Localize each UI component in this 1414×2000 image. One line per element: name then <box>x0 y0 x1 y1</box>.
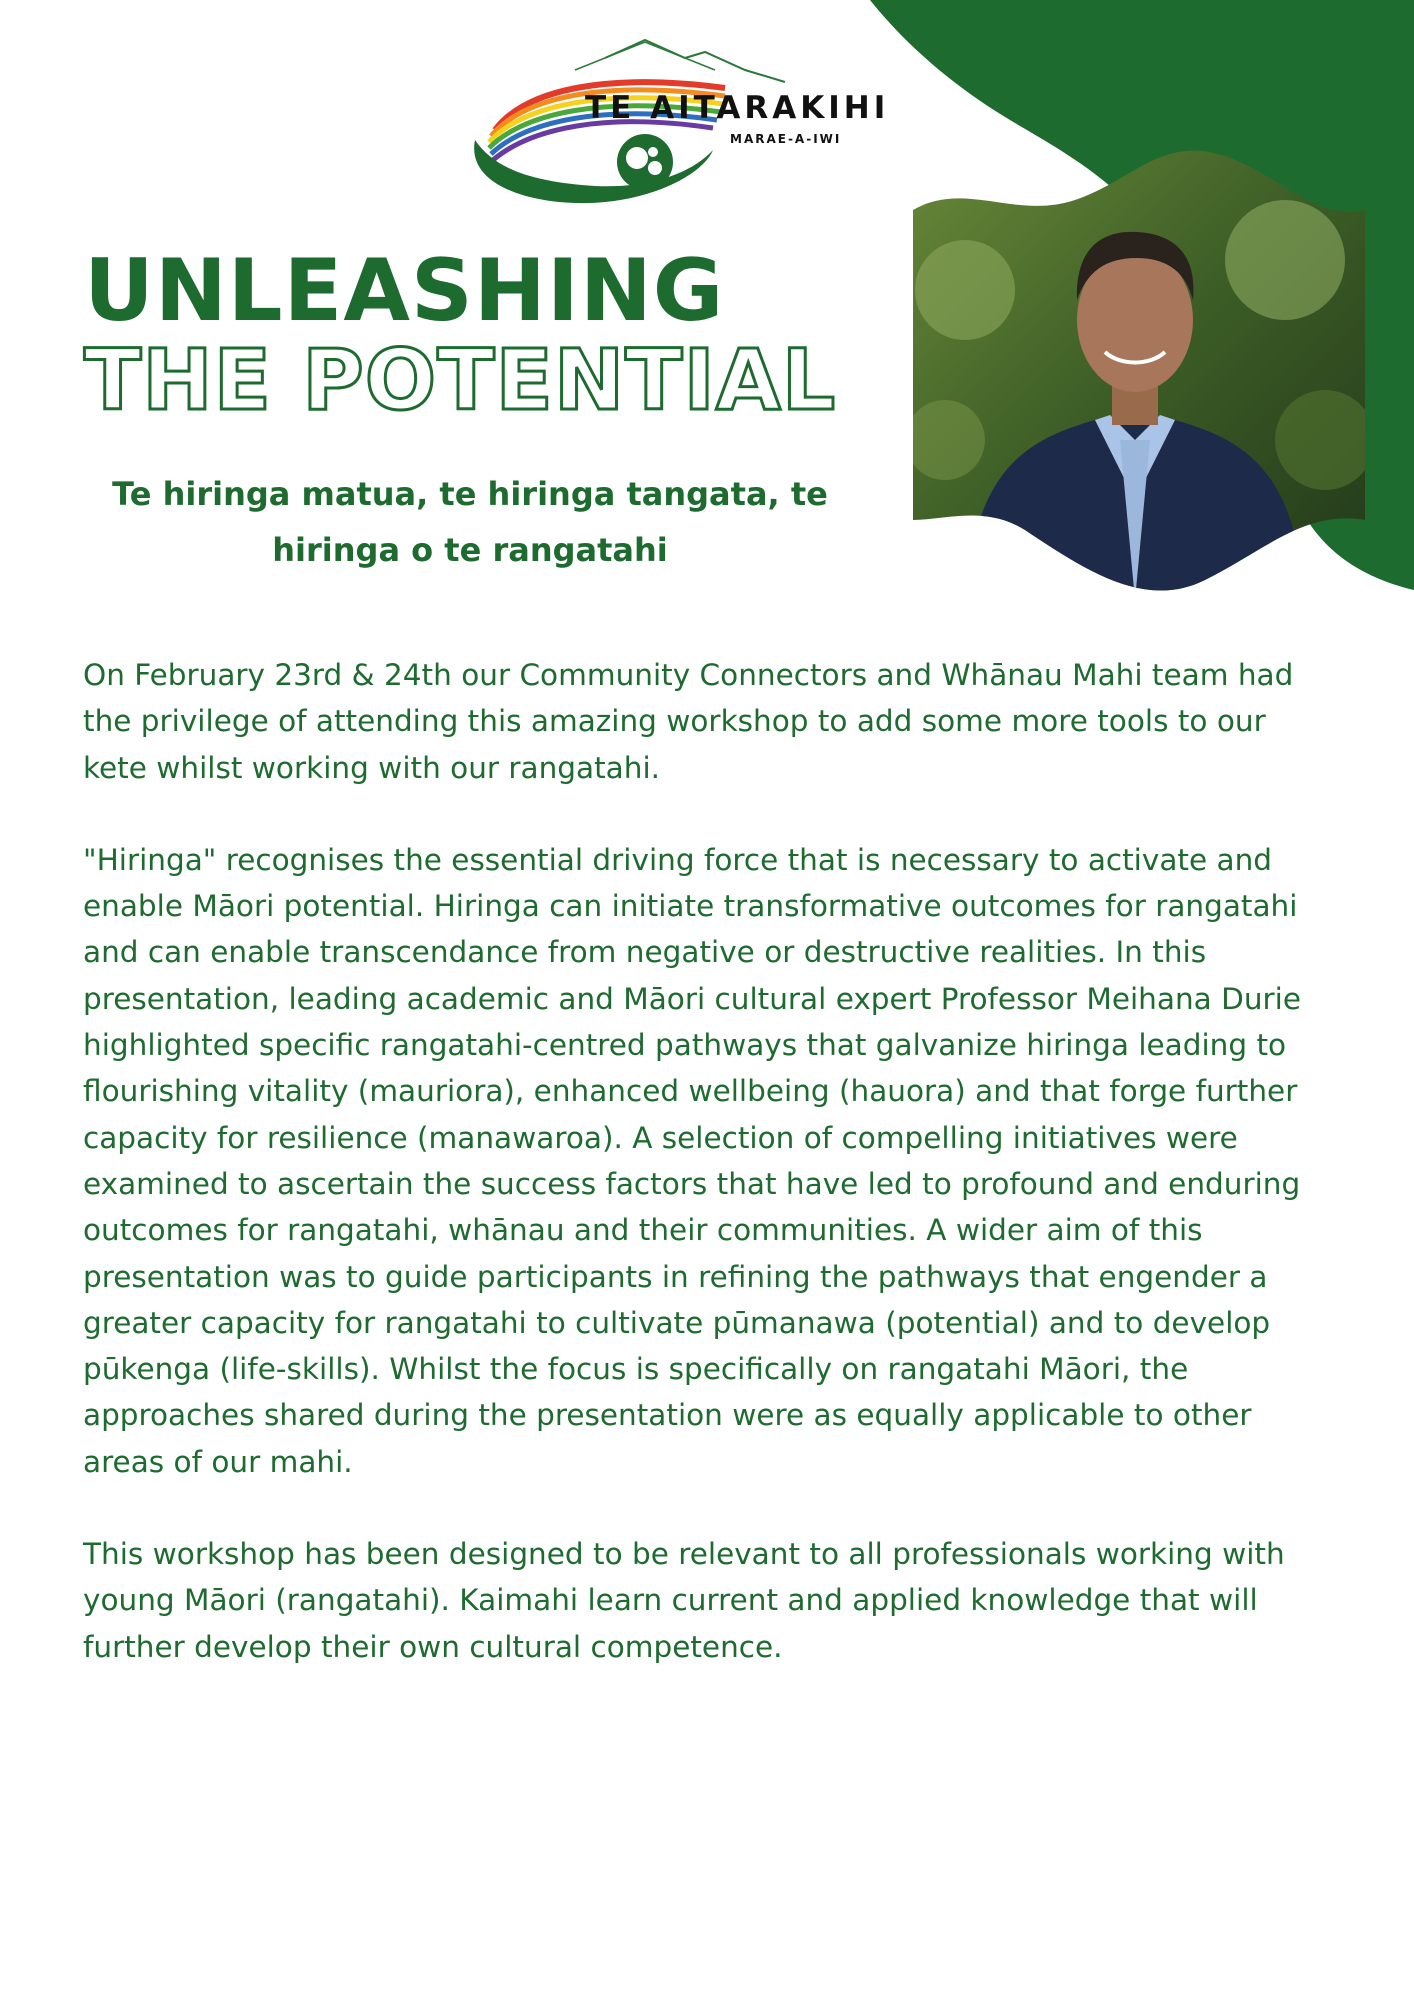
article-body <box>83 652 1313 1716</box>
logo-subtitle: MARAE-A-IWI <box>730 132 842 146</box>
headline-line-1: UNLEASHING <box>84 241 725 341</box>
subtitle <box>60 466 880 578</box>
body-paragraph-3: This workshop has been designed to be relevant to all professionals working with young Māori (rangatahi). Kaimahi learn current and applied knowledge that will further develop their own cultural competence. <box>83 1537 1285 1664</box>
logo <box>455 30 935 210</box>
headline-line-2: THE POTENTIAL <box>84 331 837 429</box>
portrait-photo-icon <box>905 140 1365 600</box>
subtitle-line-1: Te hiringa matua, te hiringa tangata, te <box>112 475 828 513</box>
body-paragraph-1: On February 23rd & 24th our Community Connectors and Whānau Mahi team had the privilege of attending this amazing workshop to add some more tools to our kete whilst working with our rangatahi. <box>83 658 1294 785</box>
logo-title: TE AITARAKIHI <box>585 90 890 126</box>
body-paragraph-2: "Hiringa" recognises the essential driving force that is necessary to activate and enable Māori potential. Hiringa can initiate transformative outcomes for rangatahi and can enable transcendance from negative or destructive realities. In this presentation, leading academic and Māori cultural expert Professor Meihana Durie highlighted specific rangatahi-centred pathways that galvanize hiringa leading to flourishing vitality (mauriora), enhanced wellbeing (hauora) and that forge further capacity for resilience (manawaroa). A selection of compelling initiatives were examined to ascertain the success factors that have led to profound and enduring outcomes for rangatahi, whānau and their communities. A wider aim of this presentation was to guide participants in refining the pathways that engender a greater capacity for rangatahi to cultivate pūmanawa (potential) and to develop pūkenga (life-skills). Whilst the focus is specifically on rangatahi Māori, the approaches shared during the presentation were as equally applicable to other areas of our mahi. <box>83 842 1301 1479</box>
subtitle-line-2: hiringa o te rangatahi <box>272 531 668 569</box>
